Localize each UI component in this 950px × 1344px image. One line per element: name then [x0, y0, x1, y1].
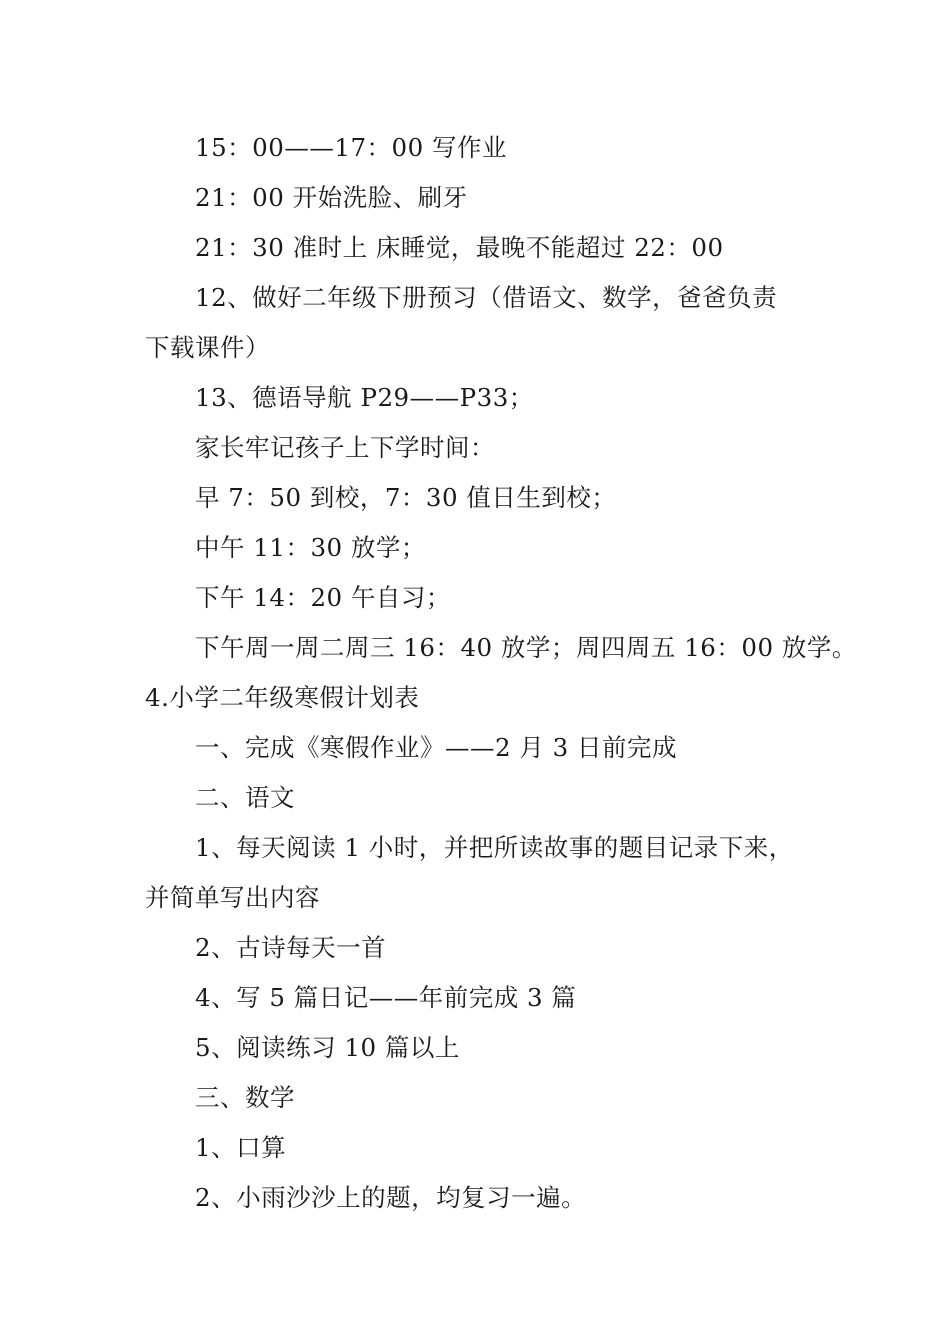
text-line: 12、做好二年级下册预习（借语文、数学，爸爸负责: [195, 283, 778, 312]
text-line: 15：00——17：00 写作业: [195, 133, 507, 162]
text-line: 1、口算: [195, 1133, 287, 1162]
text-line: 下午周一周二周三 16：40 放学；周四周五 16：00 放学。: [195, 633, 857, 662]
text-line: 下午 14：20 午自习；: [195, 583, 451, 612]
text-line: 家长牢记孩子上下学时间：: [195, 433, 495, 462]
text-line: 一、完成《寒假作业》——2 月 3 日前完成: [195, 733, 678, 762]
text-line: 二、语文: [195, 783, 295, 812]
text-line: 4、写 5 篇日记——年前完成 3 篇: [195, 983, 577, 1012]
text-line: 13、德语导航 P29——P33；: [195, 383, 534, 412]
text-line: 并简单写出内容: [145, 883, 320, 912]
text-line: 21：30 准时上 床睡觉，最晚不能超过 22：00: [195, 233, 724, 262]
text-line: 三、数学: [195, 1083, 295, 1112]
text-line: 2、小雨沙沙上的题，均复习一遍。: [195, 1183, 587, 1212]
text-line: 5、阅读练习 10 篇以上: [195, 1033, 460, 1062]
text-line: 下载课件）: [145, 333, 270, 362]
text-line: 1、每天阅读 1 小时，并把所读故事的题目记录下来，: [195, 833, 794, 862]
text-line: 21：00 开始洗脸、刷牙: [195, 183, 468, 212]
text-line: 2、古诗每天一首: [195, 933, 387, 962]
section-heading: 4.小学二年级寒假计划表: [145, 683, 420, 712]
text-line: 中午 11：30 放学；: [195, 533, 426, 562]
text-line: 早 7：50 到校，7：30 值日生到校；: [195, 483, 617, 512]
